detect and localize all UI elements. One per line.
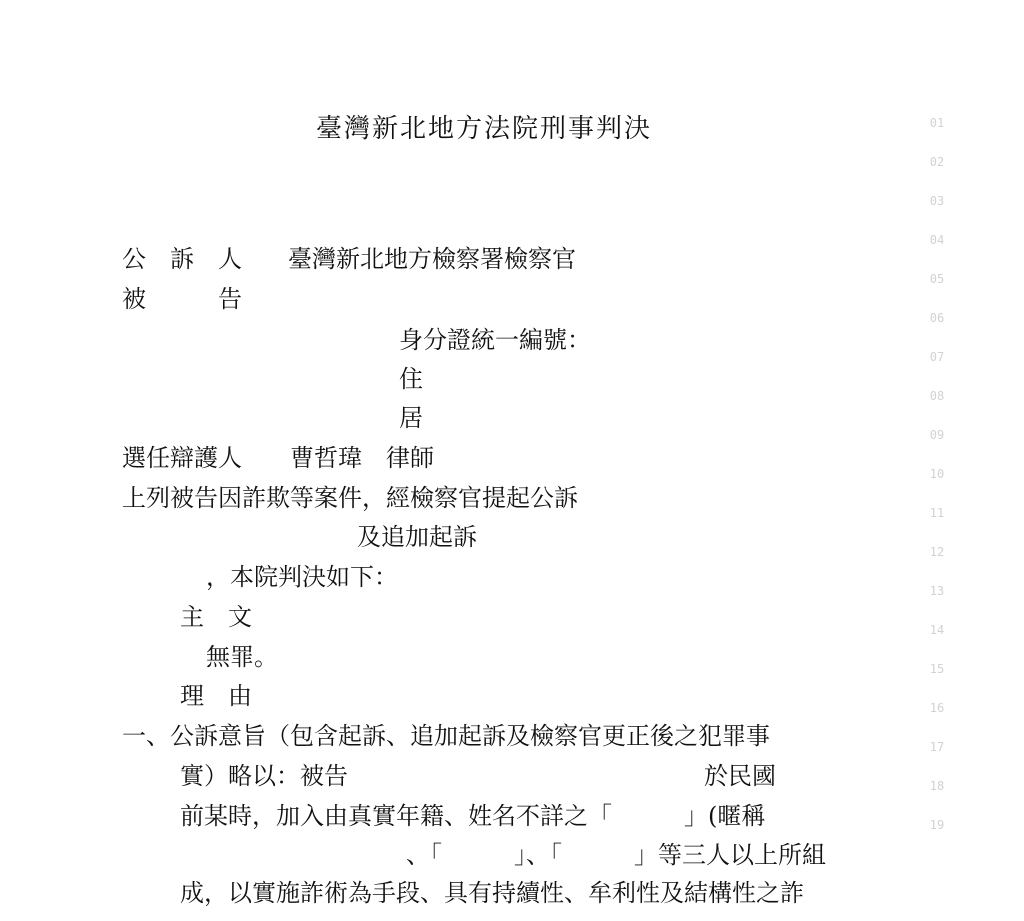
prosecutor-label: 公 訴 人	[122, 245, 242, 273]
counsel-name: 曹哲瑋 律師	[290, 444, 434, 472]
paragraph-line: 成，以實施詐術為手段、具有持續性、牟利性及結構性之詐	[180, 879, 804, 907]
line-number: 07	[929, 350, 945, 364]
line-number: 01	[929, 116, 945, 130]
paragraph-line: 前某時，加入由真實年籍、姓名不詳之「 」(暱稱	[180, 802, 766, 830]
address-label: 住	[399, 365, 423, 393]
line-number: 13	[929, 584, 945, 598]
line-number: 09	[929, 428, 945, 442]
main-text-heading: 主 文	[180, 603, 252, 631]
line-number: 16	[929, 701, 945, 715]
id-number-label: 身分證統一編號：	[399, 326, 591, 354]
line-number: 18	[929, 779, 945, 793]
line-number: 19	[929, 818, 945, 832]
residence-label: 居	[399, 404, 423, 432]
line-number: 11	[929, 506, 945, 520]
line-number: 12	[929, 545, 945, 559]
line-number: 06	[929, 311, 945, 325]
line-number: 17	[929, 740, 945, 754]
paragraph-line: 、「 」、「 」等三人以上所組	[406, 841, 826, 869]
case-intro-line: 上列被告因詐欺等案件，經檢察官提起公訴	[122, 484, 578, 512]
line-number: 15	[929, 662, 945, 676]
paragraph-line: 一、公訴意旨（包含起訴、追加起訴及檢察官更正後之犯罪事	[122, 722, 770, 750]
defendant-label: 被 告	[122, 285, 242, 313]
line-number: 02	[929, 155, 945, 169]
case-additional-indictment: 及追加起訴	[357, 523, 477, 551]
verdict-text: 無罪。	[206, 643, 278, 671]
counsel-label: 選任辯護人	[122, 444, 242, 472]
line-number: 08	[929, 389, 945, 403]
line-number: 03	[929, 194, 945, 208]
paragraph-line: 於民國	[704, 762, 776, 790]
line-number: 04	[929, 233, 945, 247]
prosecutor-value: 臺灣新北地方檢察署檢察官	[288, 245, 576, 273]
document-title: 臺灣新北地方法院刑事判決	[316, 114, 653, 144]
line-number: 14	[929, 623, 945, 637]
reasons-heading: 理 由	[180, 682, 252, 710]
paragraph-line: 實）略以：被告	[180, 762, 348, 790]
case-judgment-line: ，本院判決如下：	[206, 563, 398, 591]
line-number: 05	[929, 272, 945, 286]
line-number: 10	[929, 467, 945, 481]
